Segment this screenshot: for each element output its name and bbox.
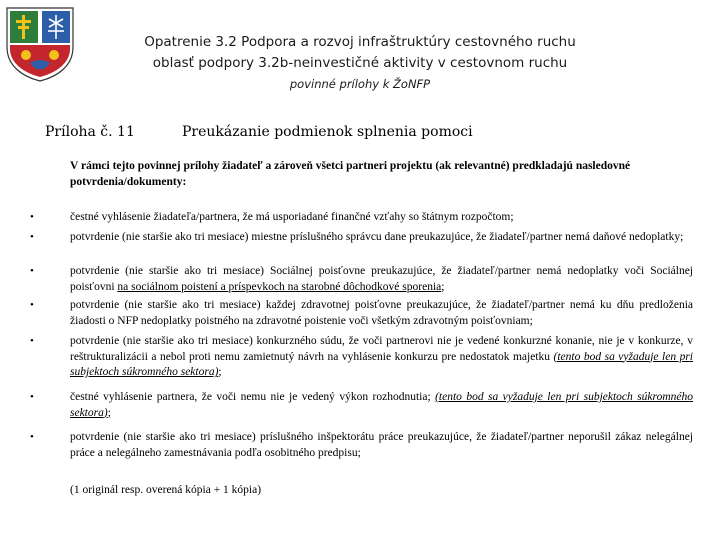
item-note: (tento bod sa vyžaduje len pri subjektoch súkromného sektora) <box>70 391 693 419</box>
bullet: • <box>30 265 34 277</box>
header-measure-title: Opatrenie 3.2 Podpora a rozvoj infraštruktúry cestovného ruchu <box>144 34 576 50</box>
bullet: • <box>30 391 34 403</box>
list-item <box>30 210 693 226</box>
header-support-area: oblasť podpory 3.2b-neinvestičné aktivity v cestovnom ruchu <box>152 55 568 71</box>
bullet: • <box>30 335 34 347</box>
list-item <box>30 264 693 295</box>
item-end: ; <box>107 406 111 419</box>
item-note: (tento bod sa vyžaduje len pri subjektoch súkromného sektora) <box>70 350 693 378</box>
item-text: potvrdenie (nie staršie ako tri mesiace) konkurzného súdu, že voči partnerovi nie je vedené konkurzné konanie, nie je v konkurze, v reštrukturalizácii a nebol proti nemu zamietnutý návrh na vyhlásenie konkurzu pre nedostatok majetku <box>70 335 693 363</box>
list-item <box>30 298 693 329</box>
annex-label: Príloha č. 11 <box>45 124 135 140</box>
intro-paragraph: V rámci tejto povinnej prílohy žiadateľ a zároveň všetci partneri projektu (ak relevantné) predkladajú nasledovné potvrdenia/dokumenty: <box>70 160 631 188</box>
item-text: čestné vyhlásenie partnera, že voči nemu nie je vedený výkon rozhodnutia; <box>70 391 436 403</box>
bullet: • <box>30 299 34 311</box>
bullet: • <box>30 431 34 443</box>
item-text: čestné vyhlásenie žiadateľa/partnera, že má usporiadané finančné vzťahy so štátnym rozpočtom; <box>70 211 514 223</box>
item-underlined-text: na sociálnom poistení a príspevkoch na starobné dôchodkové sporenia <box>117 280 442 293</box>
list-item <box>30 334 693 381</box>
list-item <box>30 230 693 246</box>
item-end: ; <box>441 280 445 293</box>
coat-of-arms-icon <box>4 5 76 83</box>
item-text: potvrdenie (nie staršie ako tri mesiace) príslušného inšpektorátu práce preukazujúce, že žiadateľ/partner neporušil zákaz nelegálnej práce a nelegálneho zamestnávania podľa osobitného predpisu; <box>70 431 693 459</box>
item-text: potvrdenie (nie staršie ako tri mesiace) každej zdravotnej poisťovne preukazujúce, že žiadateľ/partner nemá ku dňu predloženia žiadosti o NFP nedoplatky poistného na zdravotné poistenie voči všetkým zdravotným poisťovniam; <box>70 299 693 327</box>
header-subtitle: povinné prílohy k ŽoNFP <box>289 77 431 91</box>
item-end: ; <box>218 366 222 378</box>
annex-title: Preukázanie podmienok splnenia pomoci <box>182 124 473 140</box>
list-item <box>30 430 693 461</box>
item-text: potvrdenie (nie staršie ako tri mesiace) miestne príslušného správcu dane preukazujúce, že žiadateľ/partner nemá daňové nedoplatky; <box>70 231 684 243</box>
bullet: • <box>30 231 34 243</box>
list-item <box>30 390 693 421</box>
footer-note: (1 originál resp. overená kópia + 1 kópia) <box>70 484 262 496</box>
bullet: • <box>30 211 34 223</box>
item-text: potvrdenie (nie staršie ako tri mesiace) Sociálnej poisťovne preukazujúce, že žiadateľ/partner nemá nedoplatky voči Sociálnej poisťovni <box>70 265 693 293</box>
